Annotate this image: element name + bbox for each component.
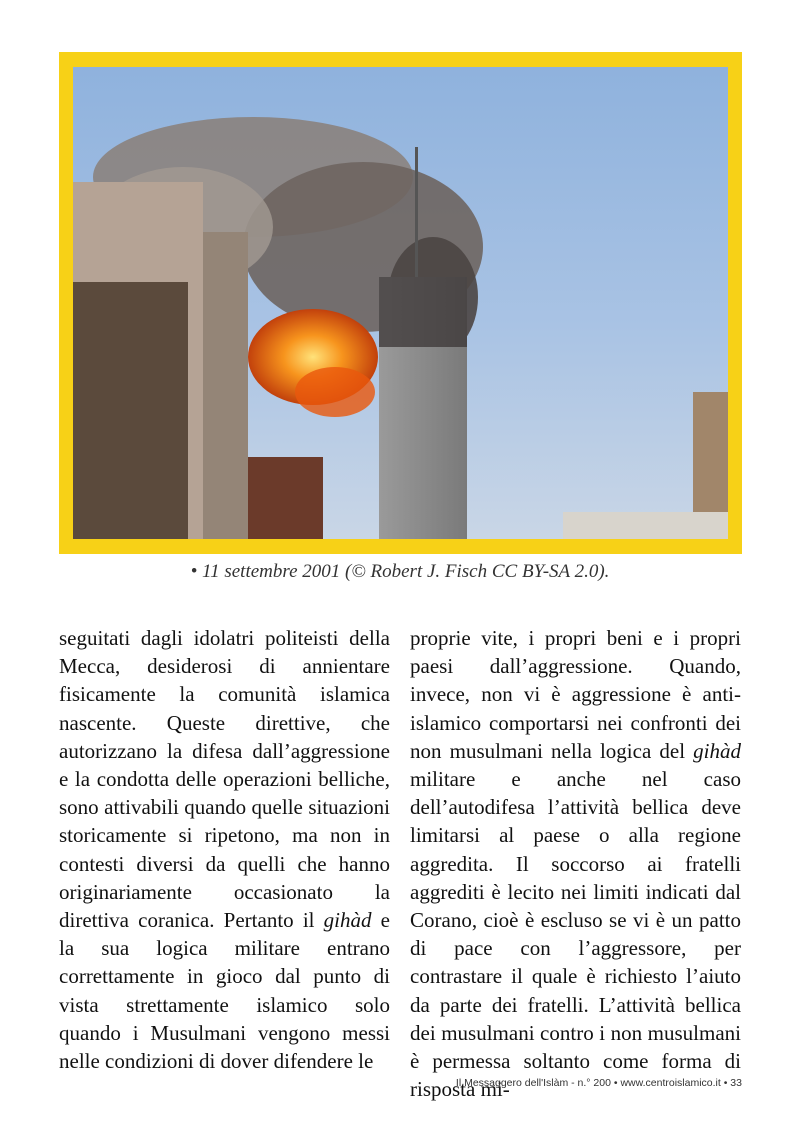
right-text-2: militare e anche nel caso dell’autodifesa l’attività bellica deve limitarsi al paese o alla regione aggredita. Il soccorso ai fratelli aggrediti è lecito nei limiti indicati dal Corano, cioè è escluso se vi è un patto di pace con l’aggressore, per contrastare il quale è richiesto l’aiuto da parte dei fratelli. L’attività bellica dei musulmani contro i non musulmani è permessa soltanto come forma di risposta mi- (410, 767, 741, 1102)
right-column (410, 624, 741, 1103)
left-text-2: e la sua logica militare entrano correttamente in gioco dal punto di vista strettamente islamico solo quando i Musulmani vengono messi nelle condizioni di dover difendere le (59, 908, 390, 1074)
wtc-photo (73, 67, 728, 539)
left-italic-term: gihàd (323, 908, 372, 933)
left-column (59, 624, 390, 1075)
left-paragraph (59, 624, 390, 1075)
photo-frame (59, 52, 742, 554)
left-text-1: seguitati dagli idolatri politeisti della Mecca, desiderosi di annientare fisicamente la comunità islamica nascente. Queste direttive, che autorizzano la difesa dall’aggressione e la condotta delle operazioni belliche, sono attivabili quando quelle situazioni storicamente si ripetono, ma non in contesti diversi da quelli che hanno originariamente occasionato la direttiva coranica. Pertanto il (59, 626, 390, 933)
right-text-1: proprie vite, i propri beni e i propri paesi dall’aggressione. Quando, invece, non vi è aggressione è anti-islamico comportarsi nei confronti dei non musulmani nella logica del (410, 626, 741, 763)
right-paragraph (410, 624, 741, 1103)
figure-caption: • 11 settembre 2001 (© Robert J. Fisch CC BY-SA 2.0). (190, 561, 610, 582)
right-italic-term: gihàd (693, 738, 741, 763)
page-footer: Il Messaggero dell'Islàm - n.° 200 • www.centroislamico.it • 33 (455, 1077, 742, 1089)
